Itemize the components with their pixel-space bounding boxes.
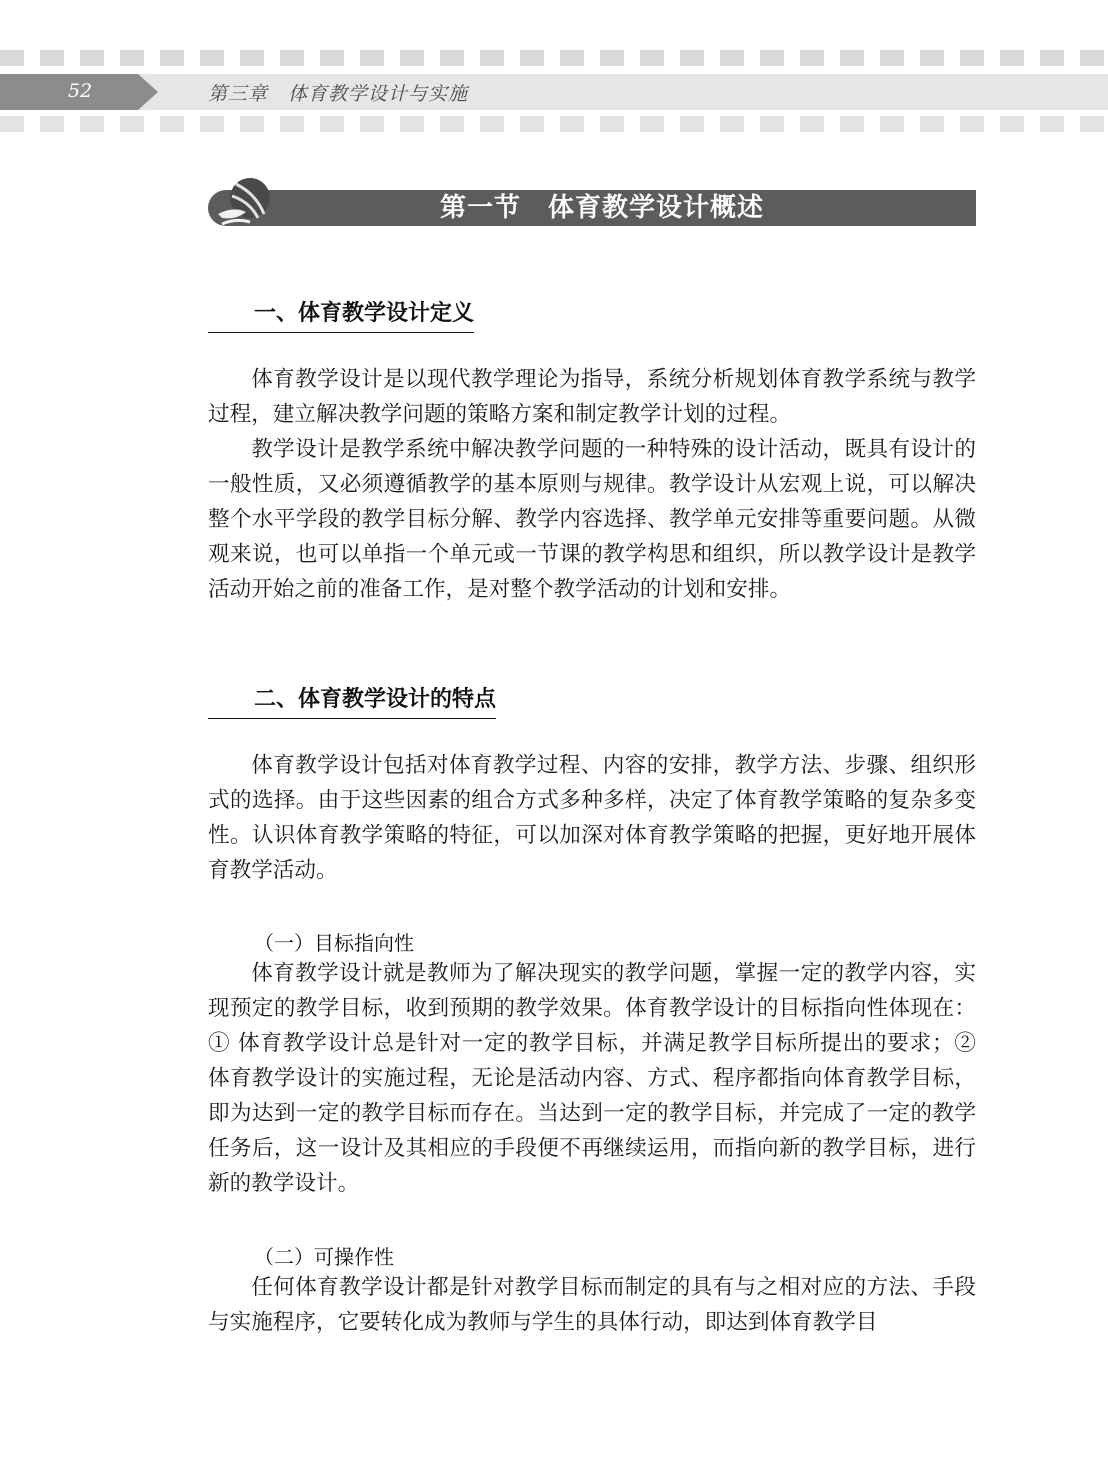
page-number: 52 (68, 80, 93, 102)
section-banner (208, 190, 976, 226)
header-band (0, 74, 1108, 110)
header-checker-bottom (0, 116, 1108, 132)
subheading-operability: （二）可操作性 (254, 1245, 394, 1269)
paragraph-goal-oriented: 体育教学设计就是教师为了解决现实的教学问题，掌握一定的教学内容，实现预定的教学目标，收到预期的教学效果。体育教学设计的目标指向性体现在：① 体育教学设计总是针对一定的教学目标，并满足教学目标所提出的要求；② 体育教学设计的实施过程，无论是活动内容、方式、程序都指向体育教学目标，即为达到一定的教学目标而存在。当达到一定的教学目标，并完成了一定的教学任务后，这一设计及其相应的手段便不再继续运用，而指向新的教学目标，进行新的教学设计。 (208, 961, 976, 1196)
section-title: 第一节 体育教学设计概述 (439, 193, 764, 223)
heading-features: 二、体育教学设计的特点 (208, 682, 496, 719)
subheading-goal-oriented: （一）目标指向性 (254, 931, 414, 955)
page-header (0, 50, 1108, 132)
chapter-title: 第三章 体育教学设计与实施 (208, 83, 469, 105)
header-checker-top (0, 50, 1108, 66)
paragraph-features: 体育教学设计包括对体育教学过程、内容的安排，教学方法、步骤、组织形式的选择。由于这些因素的组合方式多种多样，决定了体育教学策略的复杂多变性。认识体育教学策略的特征，可以加深对体育教学策略的把握，更好地开展体育教学活动。 (208, 753, 976, 883)
paragraph-definition: 体育教学设计是以现代教学理论为指导，系统分析规划体育教学系统与教学过程，建立解决教学问题的策略方案和制定教学计划的过程。 (208, 367, 976, 427)
ball-icon (216, 176, 274, 230)
heading-definition: 一、体育教学设计定义 (208, 296, 474, 333)
paragraph-operability: 任何体育教学设计都是针对教学目标而制定的具有与之相对应的方法、手段与实施程序，它要转化成为教师与学生的具体行动，即达到体育教学目 (208, 1275, 976, 1335)
paragraph-design-nature: 教学设计是教学系统中解决教学问题的一种特殊的设计活动，既具有设计的一般性质，又必须遵循教学的基本原则与规律。教学设计从宏观上说，可以解决整个水平学段的教学目标分解、教学内容选择、教学单元安排等重要问题。从微观来说，也可以单指一个单元或一节课的教学构思和组织，所以教学设计是教学活动开始之前的准备工作，是对整个教学活动的计划和安排。 (208, 437, 976, 602)
